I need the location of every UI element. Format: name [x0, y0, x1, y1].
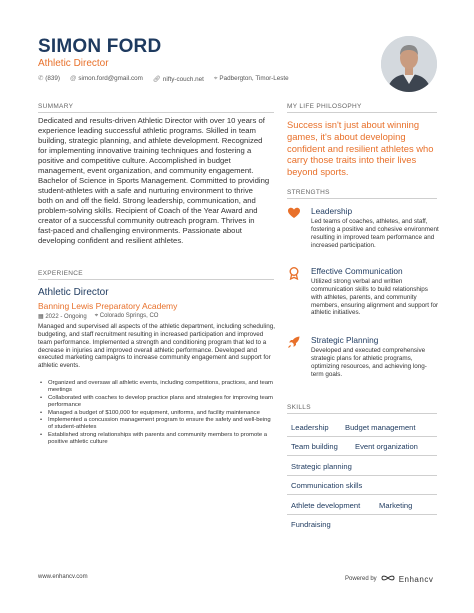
skill-tag: Athlete development	[291, 501, 361, 510]
experience-heading: EXPERIENCE	[38, 270, 83, 277]
philosophy-heading: MY LIFE PHILOSOPHY	[287, 103, 362, 110]
strengths-heading: STRENGTHS	[287, 189, 330, 196]
skill-tag: Fundraising	[291, 520, 331, 529]
location-pin-icon: ⌖	[94, 313, 100, 319]
job-dates: ▦ 2022 - Ongoing	[38, 314, 87, 320]
footer-powered-by	[345, 574, 433, 584]
company-name: Banning Lewis Preparatory Academy	[38, 301, 178, 311]
job-bullets	[38, 380, 276, 446]
skill-tag: Leadership	[291, 423, 329, 432]
candidate-role: Athletic Director	[38, 58, 109, 69]
footer-website[interactable]: www.enhancv.com	[38, 574, 88, 580]
skill-row-divider	[287, 494, 437, 495]
job-description: Managed and supervised all aspects of the athletic department, including scheduling, budgeting, and staff recruitment resulting in increased participation and improved team performance. Implemented a strength and conditioning program that led to a decrease in injuries and improved overall athletic performance. Developed and executed marketing campaigns to increase community engagement and support for athletic events.	[38, 323, 275, 370]
experience-divider	[38, 279, 274, 280]
heart-icon	[287, 206, 301, 220]
link-icon: 🔗︎	[152, 76, 161, 83]
skill-tag: Budget management	[345, 423, 416, 432]
skill-row-divider	[287, 475, 437, 476]
strength-description: Developed and executed comprehensive strategic plans for athletic programs, optimizing resources, and achieving long-term goals.	[311, 347, 427, 378]
candidate-name: SIMON FORD	[38, 36, 162, 57]
at-icon: @	[69, 75, 77, 82]
powered-by-label: Powered by	[345, 576, 377, 582]
job-bullet: • Managed a budget of $100,000 for equipment, uniforms, and facility maintenance	[38, 410, 276, 417]
skill-tag: Strategic planning	[291, 462, 352, 471]
contact-row	[38, 75, 289, 83]
skills-heading: SKILLS	[287, 404, 311, 411]
summary-heading: SUMMARY	[38, 103, 74, 110]
summary-text: Dedicated and results-driven Athletic Director with over 10 years of experience leading successful athletic programs. Skilled in team building, strategic planning, and athlete development. Recognized for implementing innovative training techniques and fostering a positive and competitive culture. Accomplished in budget management, event organization, and community engagement. Bachelor of Science in Sports Management. Committed to providing student-athletes with a safe and nurturing environment to thrive both on and off the field. Strong leadership, communication, and problem-solving skills. Recipient of Coach of the Year Award and creator of a successful community outreach program. Thrives in fast-paced and challenging environments. Passionate about developing confident and resilient athletes.	[38, 116, 270, 245]
strength-description: Led teams of coaches, athletes, and staff, fostering a positive and cohesive environment resulting in improved team performance and increased participation.	[311, 218, 439, 249]
job-bullet: • Collaborated with coaches to develop practice plans and strategies for improving team performance	[38, 395, 276, 410]
skills-divider	[287, 413, 437, 414]
philosophy-divider	[287, 112, 437, 113]
philosophy-quote: Success isn't just about winning games, it's about developing confident and resilient athletes who carry those traits into their lives beyond sports.	[287, 119, 434, 177]
contact-location: ⌖ Padbergton, Timor-Leste	[213, 75, 289, 82]
strength-item	[287, 335, 437, 385]
calendar-icon: ▦	[38, 314, 46, 320]
strength-item	[287, 206, 437, 256]
brand-name: Enhancv	[398, 574, 434, 584]
location-pin-icon: ⌖	[213, 75, 218, 82]
skill-tag: Team building	[291, 442, 338, 451]
strength-title: Effective Communication	[311, 266, 403, 276]
contact-website[interactable]: 🔗︎ nifty-couch.net	[152, 76, 204, 83]
contact-email[interactable]: @ simon.ford@gmail.com	[69, 75, 143, 82]
job-location: ⌖ Colorado Springs, CO	[94, 313, 159, 319]
skill-tag: Marketing	[379, 501, 413, 510]
job-meta	[38, 313, 158, 320]
skill-row-divider	[287, 455, 437, 456]
skill-tag: Communication skills	[291, 481, 363, 490]
job-bullet: • Established strong relationships with parents and community members to promote a positive athletic culture	[38, 432, 276, 447]
rocket-icon	[287, 335, 301, 349]
strength-title: Leadership	[311, 206, 353, 216]
summary-divider	[38, 112, 274, 113]
job-title: Athletic Director	[38, 287, 109, 298]
phone-icon: ✆	[38, 75, 44, 82]
strengths-divider	[287, 198, 437, 199]
skill-row-divider	[287, 436, 437, 437]
skill-tag: Event organization	[355, 442, 418, 451]
skill-row-divider	[287, 514, 437, 515]
job-bullet: • Organized and oversaw all athletic events, including competitions, practices, and team meetings	[38, 380, 276, 395]
enhancv-logo-icon	[381, 574, 395, 584]
strength-item	[287, 266, 437, 326]
profile-photo	[381, 36, 437, 92]
job-bullet: • Implemented a concussion management program to ensure the safety and well-being of student-athletes	[38, 417, 276, 432]
strength-description: Utilized strong verbal and written communication skills to build relationships with athletes, parents, and community members, ensuring alignment and support for athletic initiatives.	[311, 278, 439, 317]
strength-title: Strategic Planning	[311, 335, 379, 345]
award-icon	[287, 266, 301, 280]
contact-phone: ✆ (839)	[38, 75, 60, 82]
